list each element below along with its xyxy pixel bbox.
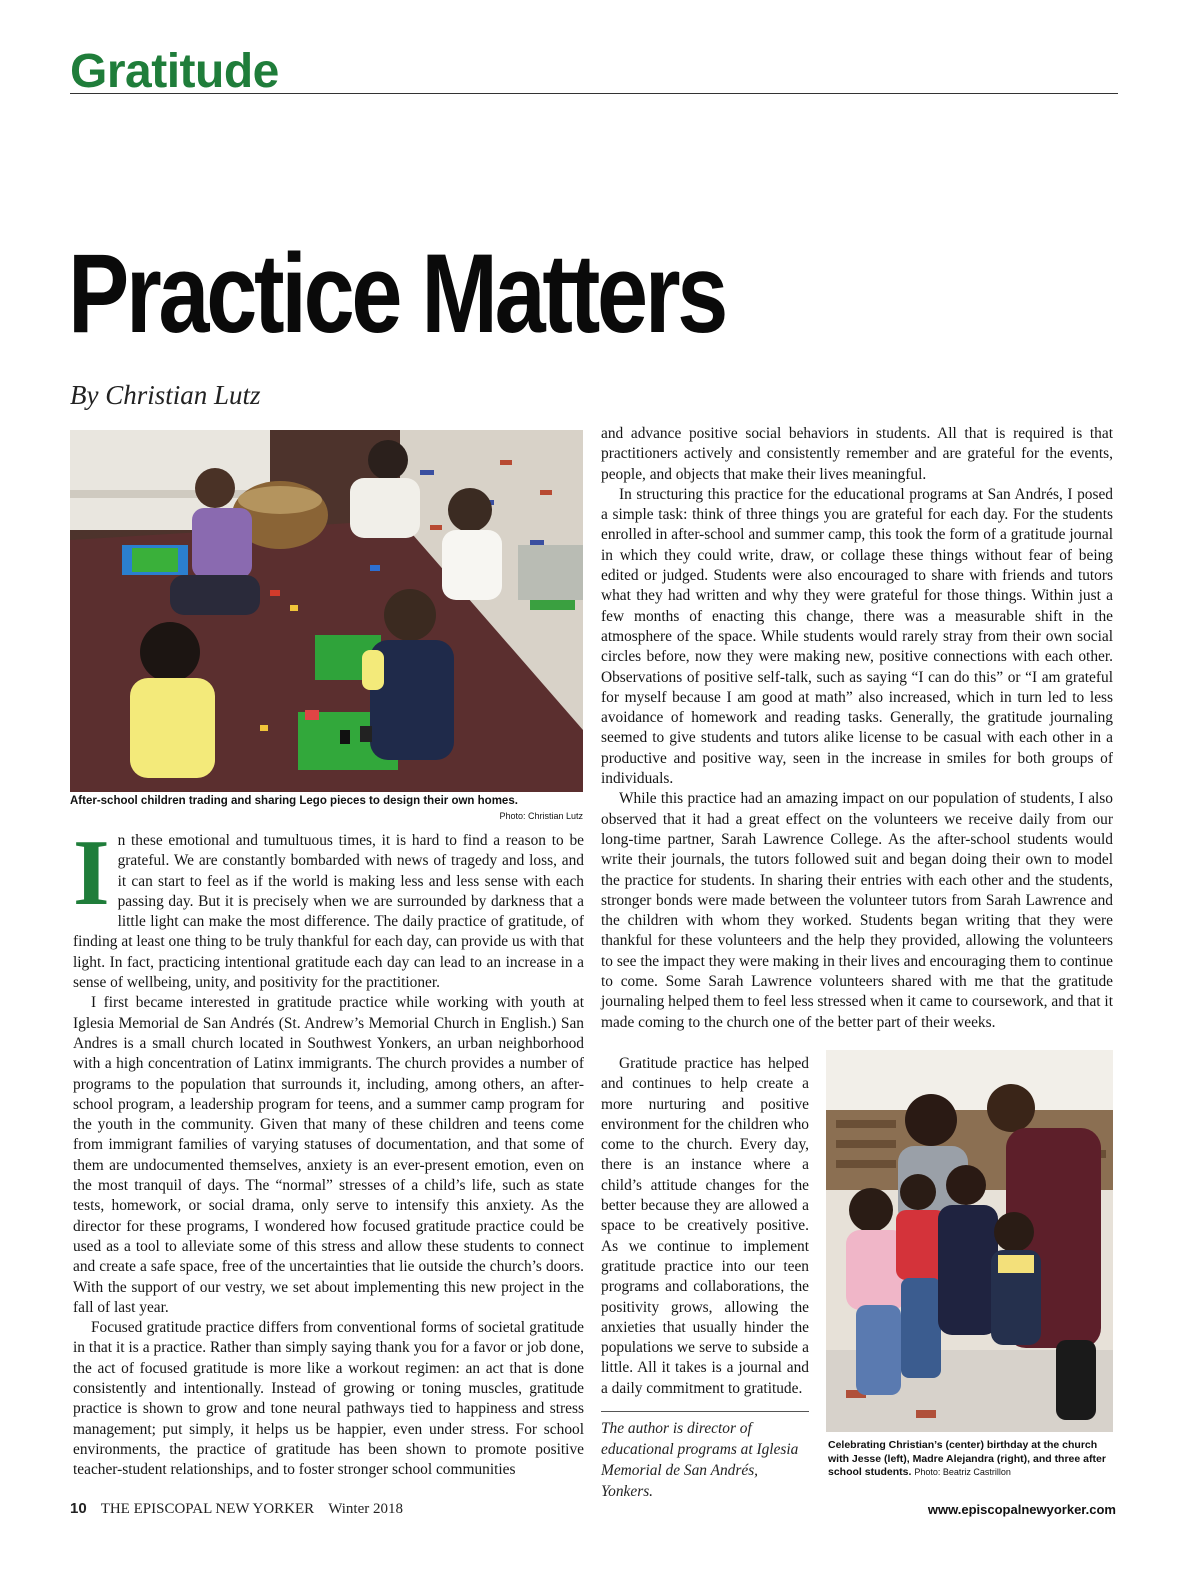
- section-heading: Gratitude: [70, 45, 279, 98]
- article-column-right: [601, 424, 1113, 1033]
- website-url: www.episcopalnewyorker.com: [927, 1502, 1116, 1517]
- photo2-caption: Celebrating Christian’s (center) birthday at the church with Jesse (left), Madre Alejandra (right), and three after school students. Photo: Beatriz Castrillon: [828, 1439, 1106, 1478]
- paragraph-4: In structuring this practice for the educational programs at San Andrés, I posed a simple task: think of three things you are grateful for each day. For the students enrolled in after-school and summer camp, this took the form of a gratitude journal in which they could write, draw, or collage these things without fear of being edited or judged. Students were also encouraged to share with friends and tutors what they had written and why they were grateful for those things. Within just a few months of enacting this change, there was a measurable shift in the atmosphere of the space. While students would rarely stray from their own social circles before, now they were making new, positive connections with each other. Observations of positive self-talk, such as saying “I can do this” or “I am grateful for myself because I am good at math” also increased, which in turn led to less avoidance of homework and reading tasks. Generally, the gratitude journaling seemed to give students and tutors alike license to be casual with each other in a productive and positive way, seen in the increase in smiles for both groups of individuals.: [601, 485, 1113, 788]
- paragraph-6: Gratitude practice has helped and continues to help create a more nurturing and positive environment for the children who come to the church. Every day, there is an instance where a child’s attitude changes for the better because they are allowed a space to be creatively positive. As we continue to implement gratitude practice into our teen programs and collaborations, the positivity grows, allowing the anxieties that usually hinder the populations we serve to subside a little. All it takes is a journal and a daily commitment to gratitude.: [601, 1055, 809, 1397]
- article-title: Practice Matters: [68, 231, 726, 356]
- author-note-rule: [601, 1411, 809, 1412]
- photo1-caption: After-school children trading and sharing Lego pieces to design their own homes.: [70, 795, 518, 807]
- paragraph-3-continued: and advance positive social behaviors in students. All that is required is that practitioners actively and consistently remember and are grateful for the events, people, and objects that make their lives meaningful.: [601, 425, 1113, 483]
- page-number: 10: [70, 1500, 87, 1517]
- footer-publication: [70, 1500, 403, 1518]
- dropcap: I: [73, 821, 110, 925]
- paragraph-2: I first became interested in gratitude practice while working with youth at Iglesia Memorial de San Andrés (St. Andrew’s Memorial Church in English.) San Andres is a small church located in Southwest Yonkers, an urban neighborhood with a high concentration of Latinx immigrants. The church provides a number of programs to the population that surrounds it, including, among others, an after-school program, a leadership program for teens, and a summer camp program for the youth in the community. Given that many of these children and teens come from immigrant families of varying statuses of documentation, and that some of them are undocumented themselves, anxiety is an ever-present emotion, even on the most tranquil of days. The “normal” stresses of a child’s life, such as state tests, homework, or social drama, only serve to intensify this anxiety. As the director for these programs, I wondered how focused gratitude practice could be used as a tool to alleviate some of this stress and allow these students to connect and create a safe space, free of the uncertainties that lie outside the church’s doors. With the support of our vestry, we set about implementing this new project in the fall of last year.: [73, 994, 584, 1316]
- byline: By Christian Lutz: [70, 380, 261, 410]
- paragraph-5: While this practice had an amazing impact on our population of students, I also observed that it had a great effect on the volunteers we receive daily from our long-time partner, Sarah Lawrence College. As the after-school students would write their journals, the tutors followed suit and began doing their own to model the practice for students. In sharing their entries with each other and the students, stronger bonds were made between the volunteer tutors from Sarah Lawrence and the children with whom they worked. Students began writing that they were thankful for these volunteers and the help they provided, allowing the volunteers to see the impact they were making in their lives and encouraging them to continue to come. Some Sarah Lawrence volunteers shared with me that the gratitude journaling helped them to feel less stressed when it came to coursework, and that it made coming to the church one of the better part of their weeks.: [601, 790, 1114, 1031]
- issue-date: Winter 2018: [328, 1501, 403, 1517]
- author-note: The author is director of educational programs at Iglesia Memorial de San Andrés, Yonkers.: [601, 1420, 799, 1500]
- photo1-credit: Photo: Christian Lutz: [499, 811, 583, 821]
- publication-name: THE EPISCOPAL NEW YORKER: [100, 1501, 315, 1517]
- photo-birthday-group: [826, 1050, 1113, 1432]
- header-rule: [70, 93, 1118, 94]
- photo2-credit: Photo: Beatriz Castrillon: [914, 1467, 1011, 1477]
- paragraph-3: Focused gratitude practice differs from conventional forms of societal gratitude in that it is a practice. Rather than simply saying thank you for a favor or job done, the act of focused gratitude is more like a workout regimen: an act that is done consistently and intentionally. Instead of growing or toning muscles, gratitude practice is shown to grow and tone neural pathways tied to happiness and stress management; put simply, it helps us be happier, even under stress. For school environments, the practice of gratitude has been shown to promote positive teacher-student relationships, and to foster stronger school communities: [73, 1319, 584, 1479]
- paragraph-1: In these emotional and tumultuous times, it is hard to find a reason to be grateful. We are constantly bombarded with news of tragedy and loss, and it can start to feel as if the world is making less and less sense with each passing day. But it is precisely when we are surrounded by darkness that a little light can make the most difference. The daily practice of gratitude, of finding at least one thing to be truly thankful for each day, can provide us with that light. In fact, practicing intentional gratitude each day can lead to an increase in a sense of wellbeing, unity, and positivity for the practitioner.: [73, 821, 584, 992]
- photo-children-lego: [70, 430, 583, 792]
- article-column-narrow: [601, 1054, 809, 1399]
- article-column-left: [73, 821, 584, 1481]
